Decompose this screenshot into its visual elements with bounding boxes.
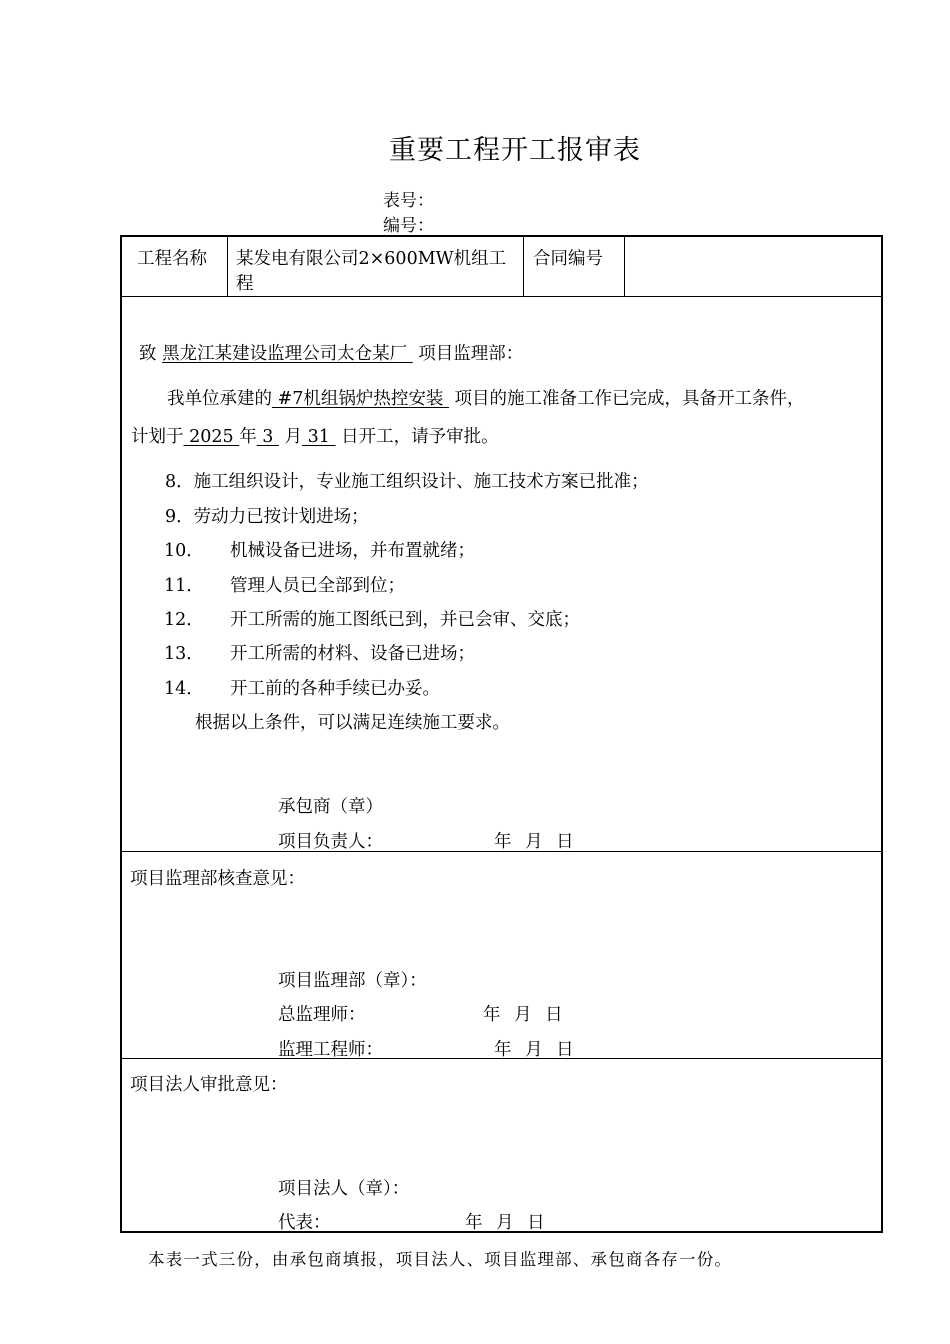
contractor-seal: 承包商（章） bbox=[278, 797, 383, 817]
owner-approval-label: 项目法人审批意见： bbox=[130, 1075, 288, 1095]
list-item: 14． 开工前的各种手续已办妥。 bbox=[164, 679, 440, 699]
body-suffix: 项目的施工准备工作已完成，具备开工条件， bbox=[454, 389, 805, 409]
supervision-seal: 项目监理部（章）： bbox=[278, 971, 427, 991]
supervision-opinion-label: 项目监理部核查意见： bbox=[130, 869, 305, 889]
col-divider-2 bbox=[523, 235, 524, 297]
serial-number-label: 编号： bbox=[383, 216, 434, 236]
chief-supervisor-date: 年 月 日 bbox=[483, 1005, 563, 1025]
addressee-suffix: 项目监理部： bbox=[418, 344, 524, 364]
list-item: 10． 机械设备已进场，并布置就绪； bbox=[164, 541, 475, 561]
chief-supervisor-label: 总监理师： bbox=[278, 1005, 366, 1025]
project-name-value: 某发电有限公司2×600MW机组工程 bbox=[236, 249, 507, 294]
start-day: 31 bbox=[307, 427, 330, 447]
start-month: 3 bbox=[262, 427, 274, 447]
contractor-date: 年 月 日 bbox=[494, 832, 574, 852]
conclusion-text: 根据以上条件，可以满足连续施工要求。 bbox=[195, 713, 510, 733]
list-item: 11． 管理人员已全部到位； bbox=[164, 576, 405, 596]
col-divider-1 bbox=[227, 235, 228, 297]
list-item: 8．施工组织设计，专业施工组织设计、施工技术方案已批准； bbox=[165, 472, 649, 492]
list-item: 12． 开工所需的施工图纸已到，并已会审、交底； bbox=[164, 610, 580, 630]
project-name-label: 工程名称 bbox=[137, 249, 207, 269]
month-label: 月 bbox=[284, 427, 303, 447]
owner-representative-label: 代表： bbox=[278, 1213, 331, 1233]
body-prefix: 我单位承建的 bbox=[167, 389, 272, 409]
start-year: 2025 bbox=[189, 427, 234, 447]
day-suffix: 日开工，请予审批。 bbox=[341, 427, 499, 447]
addressee-value: 黑龙江某建设监理公司太仓某厂 bbox=[162, 344, 408, 364]
owner-date: 年 月 日 bbox=[465, 1213, 545, 1233]
list-item: 13． 开工所需的材料、设备已进场； bbox=[164, 644, 475, 664]
addressee-line bbox=[139, 340, 523, 365]
form-number-label: 表号： bbox=[383, 191, 434, 211]
owner-seal: 项目法人（章）： bbox=[278, 1179, 410, 1199]
col-divider-3 bbox=[624, 235, 625, 297]
footnote: 本表一式三份，由承包商填报，项目法人、项目监理部、承包商各存一份。 bbox=[148, 1250, 733, 1269]
contract-number-label: 合同编号 bbox=[533, 249, 603, 269]
addressee-prefix: 致 bbox=[139, 344, 157, 364]
planned-start-line bbox=[131, 423, 499, 448]
supervising-engineer-date: 年 月 日 bbox=[494, 1040, 574, 1060]
supervising-engineer-label: 监理工程师： bbox=[278, 1040, 383, 1060]
application-body-line bbox=[167, 385, 805, 410]
project-value: #7机组锅炉热控安装 bbox=[277, 389, 444, 409]
form-title: 重要工程开工报审表 bbox=[389, 135, 641, 166]
contractor-manager-label: 项目负责人： bbox=[278, 832, 383, 852]
year-label: 年 bbox=[239, 427, 257, 447]
list-item: 9．劳动力已按计划进场； bbox=[165, 507, 369, 527]
plan-prefix: 计划于 bbox=[131, 427, 184, 447]
